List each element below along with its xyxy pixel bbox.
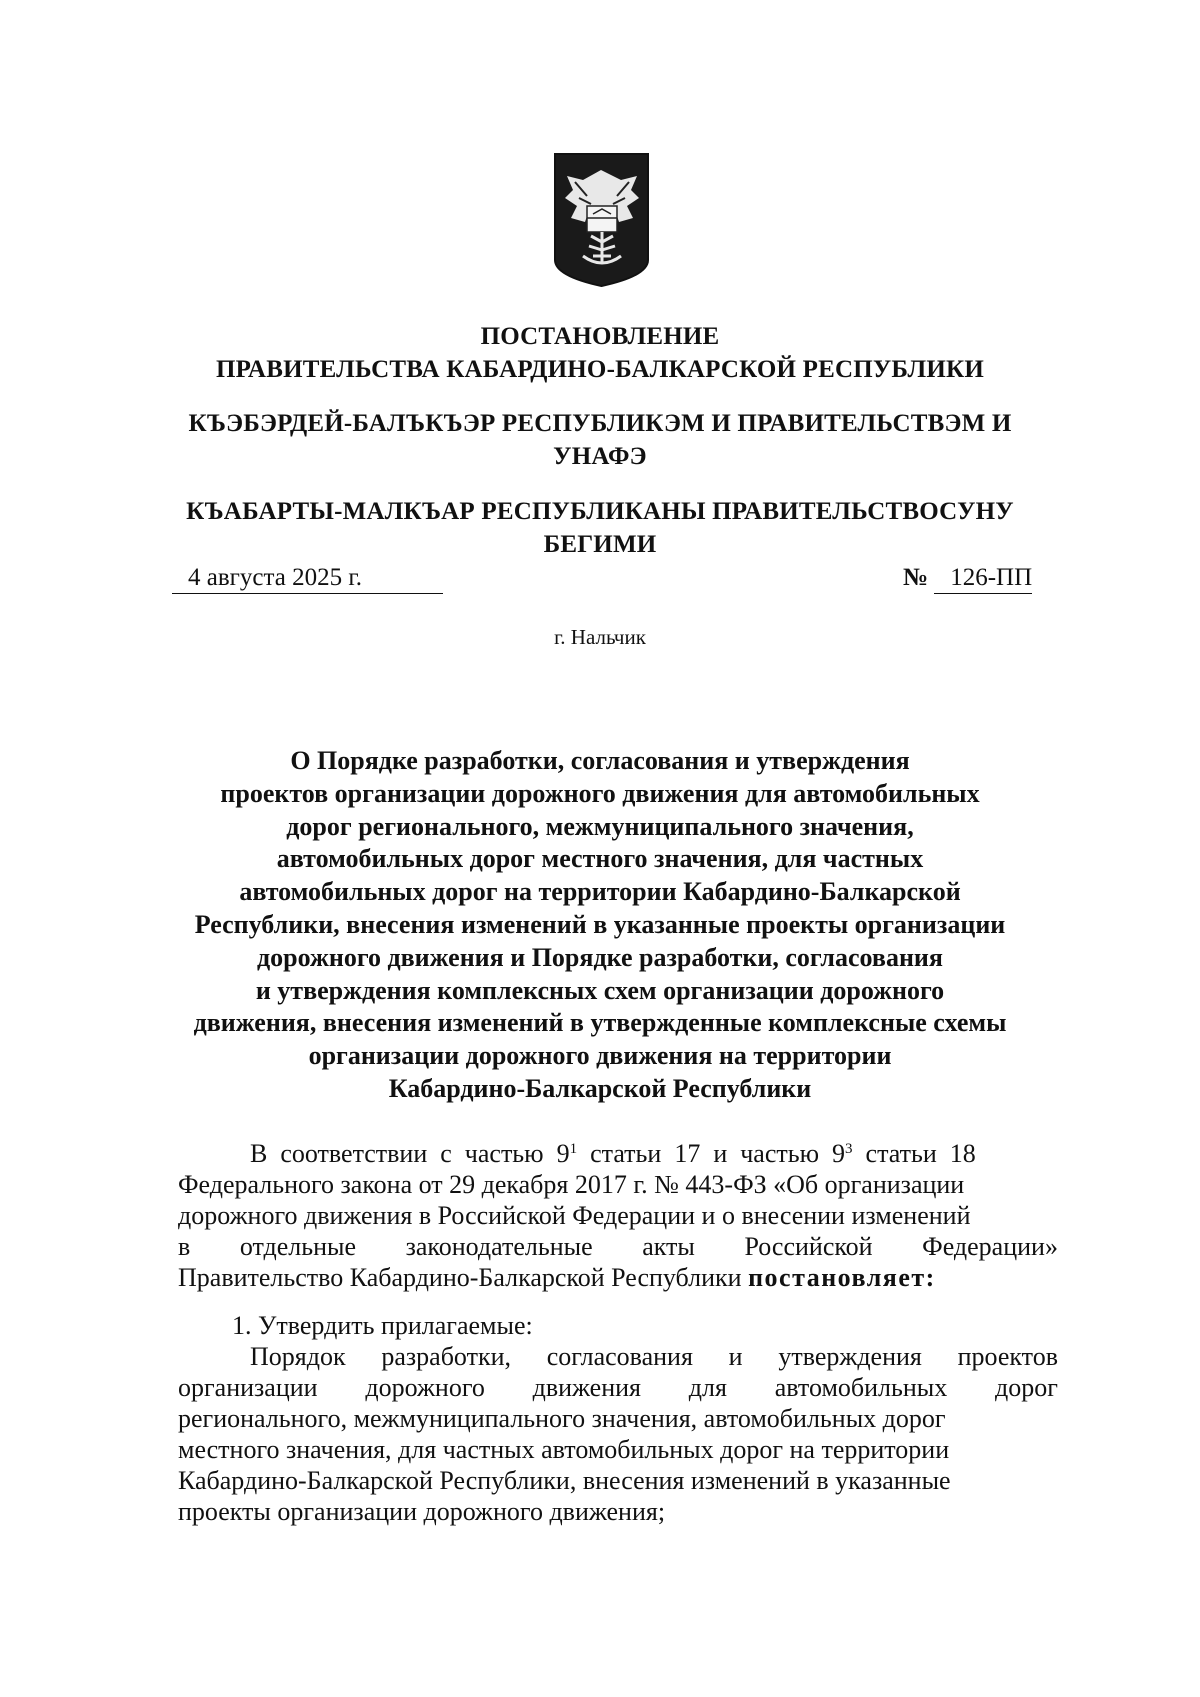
title-line: Кабардино-Балкарской Республики [388, 1073, 812, 1103]
body-line: местного значения, для частных автомобильных дорог на территории [178, 1435, 950, 1464]
title-line: и утверждения комплексных схем организации дорожного [255, 975, 945, 1005]
title-line: автомобильных дорог местного значения, для частных [276, 844, 924, 874]
heading-line: КЪЭБЭРДЕЙ-БАЛЪКЪЭР РЕСПУБЛИКЭМ И ПРАВИТЕЛЬСТВЭМ И [188, 410, 1012, 437]
superscript: 1 [569, 1141, 578, 1157]
word: дорожного [365, 1373, 485, 1402]
preamble-paragraph [178, 1138, 1058, 1293]
heading-line: ПОСТАНОВЛЕНИЕ [480, 323, 720, 350]
heading-line: КЪАБАРТЫ-МАЛКЪАР РЕСПУБЛИКАНЫ ПРАВИТЕЛЬСТВОСУНУ [186, 498, 1014, 525]
title-line: проектов организации дорожного движения для автомобильных [220, 778, 980, 808]
body-line: проекты организации дорожного движения; [178, 1497, 666, 1526]
word: законодательные [405, 1232, 593, 1261]
word: Российской [744, 1232, 873, 1261]
text-run: В соответствии с частью 9 [250, 1139, 570, 1168]
body-line-justified [178, 1231, 1058, 1262]
number-value: 126-ПП [934, 563, 1032, 594]
word: дорог [995, 1373, 1058, 1402]
word: организации [178, 1373, 318, 1402]
word: отдельные [239, 1232, 357, 1261]
heading-line: УНАФЭ [553, 443, 647, 470]
title-line: дорожного движения и Порядке разработки, согласования [257, 942, 943, 972]
text-run: Правительство Кабардино-Балкарской Республики [178, 1263, 749, 1292]
word: Федерации» [922, 1232, 1058, 1261]
balkar-heading [160, 495, 1040, 561]
word: в [178, 1232, 191, 1261]
coat-of-arms-icon [553, 152, 650, 288]
coat-of-arms-emblem [553, 152, 650, 288]
document-number [903, 563, 1032, 594]
title-line: дорог регионального, межмуниципального значения, [286, 811, 914, 841]
word: согласования [546, 1342, 693, 1371]
body-line: Кабардино-Балкарской Республики, внесения изменений в указанные [178, 1466, 951, 1495]
word: утверждения [778, 1342, 922, 1371]
word: для [688, 1373, 727, 1402]
title-line: автомобильных дорог на территории Кабардино-Балкарской [239, 877, 961, 907]
word: движения [532, 1373, 642, 1402]
word: разработки, [381, 1342, 511, 1371]
text-run: статьи 17 и частью 9 [577, 1139, 846, 1168]
text-run: статьи 18 [852, 1139, 976, 1168]
resolves-word: постановляет: [748, 1263, 936, 1292]
heading-line: ПРАВИТЕЛЬСТВА КАБАРДИНО-БАЛКАРСКОЙ РЕСПУБЛИКИ [216, 356, 984, 383]
document-title [160, 745, 1040, 1106]
body-line: 1. Утвердить прилагаемые: [232, 1311, 533, 1340]
superscript: 3 [845, 1141, 853, 1157]
body-line [178, 1262, 1058, 1293]
title-line: организации дорожного движения на территории [308, 1041, 892, 1071]
city-line: г. Нальчик [554, 625, 646, 649]
heading-line: БЕГИМИ [543, 531, 657, 558]
body-line: Федерального закона от 29 декабря 2017 г. № 443-ФЗ «Об организации [178, 1170, 965, 1199]
number-symbol: № [903, 564, 929, 591]
title-line: О Порядке разработки, согласования и утверждения [290, 746, 910, 775]
body-line-justified [178, 1341, 1058, 1372]
word: и [728, 1342, 743, 1371]
title-line: движения, внесения изменений в утвержденные комплексные схемы [193, 1008, 1007, 1038]
document-date: 4 августа 2025 г. [172, 563, 443, 594]
word: автомобильных [774, 1373, 948, 1402]
word: проектов [957, 1342, 1058, 1371]
resolution-heading [160, 320, 1040, 386]
item-1 [178, 1310, 1058, 1341]
title-line: Республики, внесения изменений в указанные проекты организации [194, 909, 1006, 939]
body-line [178, 1138, 1058, 1169]
word: акты [642, 1232, 695, 1261]
body-line: регионального, межмуниципального значения, автомобильных дорог [178, 1404, 946, 1433]
kabardian-heading [160, 407, 1040, 473]
body-line-justified [178, 1372, 1058, 1403]
approved-list-paragraph [178, 1341, 1058, 1527]
body-line: дорожного движения в Российской Федерации и о внесении изменений [178, 1201, 971, 1230]
word: Порядок [250, 1342, 346, 1371]
